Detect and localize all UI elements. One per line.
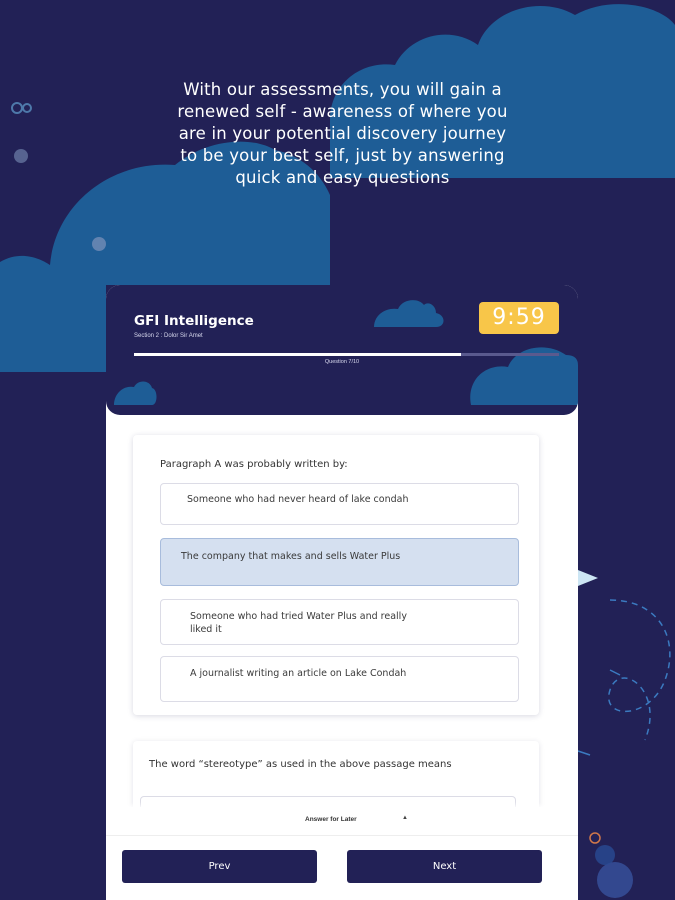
quiz-section: Section 2 : Dolor Sir Amet (134, 333, 203, 339)
answer-later-bar[interactable] (106, 807, 578, 835)
answer-option[interactable] (160, 656, 519, 702)
answer-option-label: Someone who had never heard of lake condah (187, 494, 409, 505)
question-text: Paragraph A was probably written by: (160, 459, 348, 470)
quiz-title: GFI Intelligence (134, 313, 254, 329)
answer-option-label: A journalist writing an article on Lake Condah (190, 668, 407, 679)
timer-badge: 9:59 (479, 302, 559, 334)
chevron-up-icon[interactable]: ▲ (402, 815, 408, 821)
quiz-screen (106, 285, 578, 900)
prev-button[interactable]: Prev (122, 850, 317, 883)
answer-option-selected[interactable] (160, 538, 519, 586)
answer-option[interactable] (160, 599, 519, 645)
question-text: The word “stereotype” as used in the above passage means (149, 759, 452, 770)
quiz-footer (106, 835, 578, 900)
tagline: With our assessments, you will gain a renewed self - awareness of where you are in your potential discovery journey to be your best self, just by answering quick and easy questions (177, 80, 508, 187)
question-card (133, 435, 539, 715)
answer-option-label: The company that makes and sells Water Plus (181, 551, 401, 562)
paper-plane (578, 570, 598, 586)
progress-fill (134, 353, 461, 356)
progress-label: Question 7/10 (324, 359, 360, 365)
answer-later-label: Answer for Later (305, 816, 357, 823)
answer-option-label: Someone who had tried Water Plus and really liked it (190, 611, 407, 635)
progress-bar (134, 353, 559, 356)
answer-option[interactable] (160, 483, 519, 525)
quiz-header (106, 285, 578, 415)
next-button[interactable]: Next (347, 850, 542, 883)
